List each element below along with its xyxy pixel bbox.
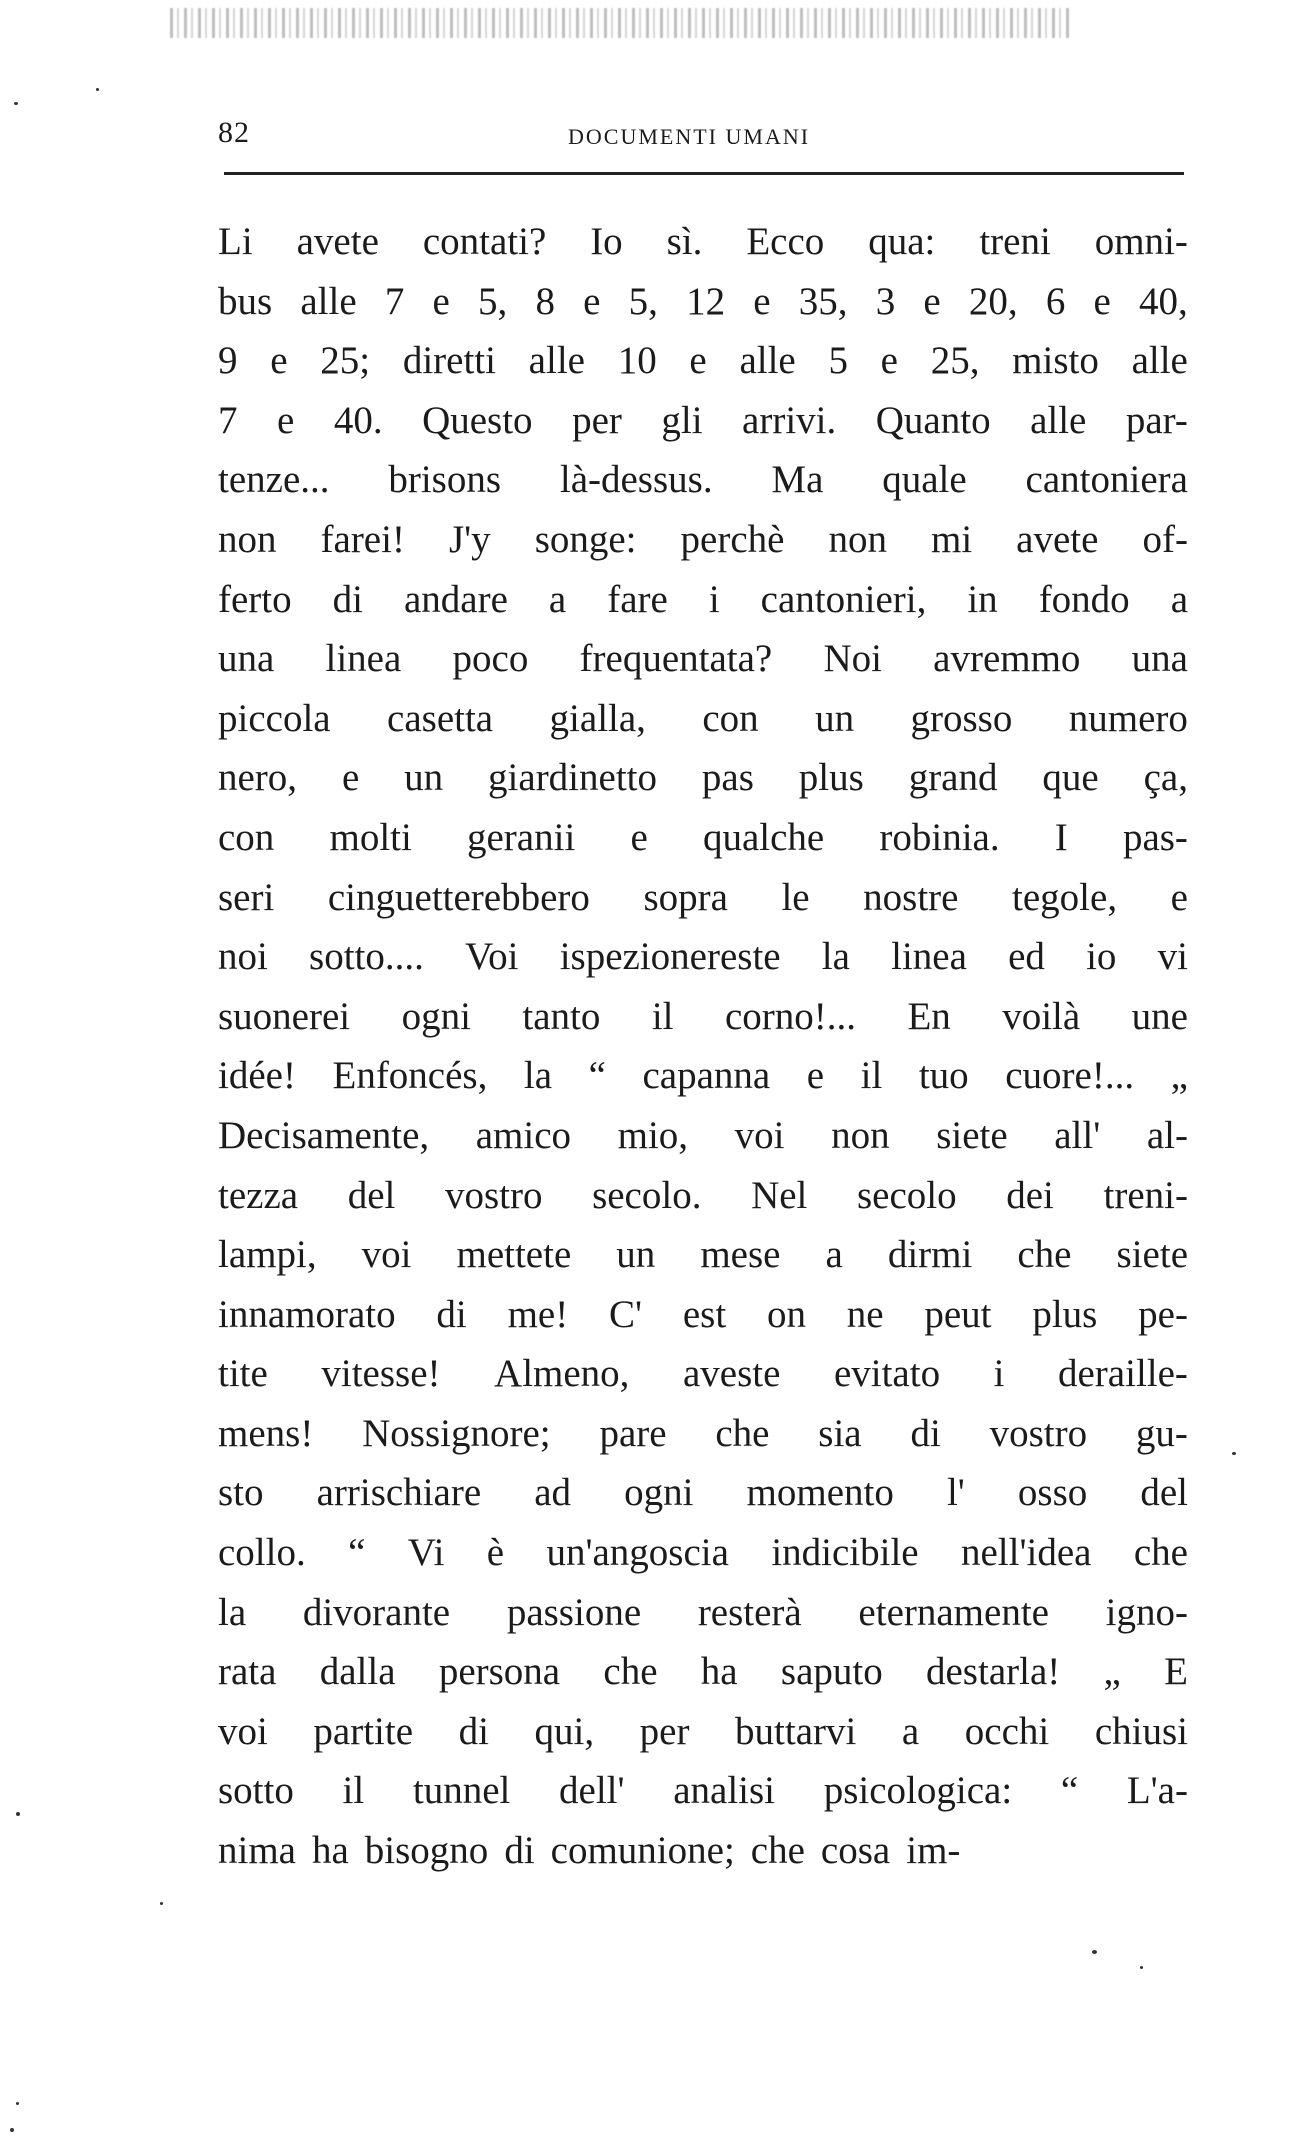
word: un'angoscia bbox=[546, 1531, 729, 1575]
word: me! bbox=[507, 1292, 569, 1336]
text-line bbox=[218, 1702, 1188, 1762]
word: che bbox=[1017, 1233, 1072, 1277]
word: “ bbox=[348, 1531, 366, 1575]
word: arrivi. bbox=[742, 398, 837, 442]
word: la bbox=[523, 1054, 553, 1098]
word: Voi bbox=[465, 935, 519, 979]
word: io bbox=[1086, 935, 1117, 979]
word: dei bbox=[1006, 1173, 1054, 1217]
word: ogni bbox=[624, 1471, 694, 1515]
word: voi bbox=[361, 1233, 412, 1277]
word: dell' bbox=[559, 1769, 625, 1813]
scan-speck bbox=[10, 2128, 14, 2132]
word: 40, bbox=[1139, 279, 1188, 323]
word: di bbox=[332, 577, 363, 621]
word: cantoniera bbox=[1025, 458, 1188, 502]
word: ogni bbox=[401, 994, 471, 1038]
word: C' bbox=[609, 1292, 643, 1336]
word: Almeno, bbox=[494, 1352, 630, 1396]
word: qua: bbox=[868, 220, 936, 263]
text-line bbox=[218, 1046, 1188, 1106]
word: omni- bbox=[1094, 220, 1188, 263]
word: la bbox=[218, 1590, 247, 1634]
word: una bbox=[218, 637, 275, 681]
scan-speck bbox=[1092, 1950, 1097, 1954]
scan-speck bbox=[1140, 1966, 1143, 1969]
word: tanto bbox=[522, 994, 601, 1038]
word: a bbox=[1170, 577, 1188, 621]
word: ha bbox=[700, 1650, 738, 1694]
word: 7 bbox=[384, 279, 405, 323]
word: que bbox=[1042, 756, 1099, 800]
word: vitesse! bbox=[321, 1352, 441, 1396]
page-header bbox=[218, 116, 1186, 166]
word: 25, bbox=[930, 339, 980, 383]
word: vi bbox=[1157, 935, 1188, 979]
word: a bbox=[825, 1233, 843, 1277]
word: par- bbox=[1125, 398, 1188, 442]
word: im- bbox=[906, 1829, 961, 1873]
word: bus bbox=[218, 279, 273, 323]
word: gialla, bbox=[549, 696, 646, 740]
text-line bbox=[218, 212, 1188, 272]
word: E bbox=[1164, 1650, 1188, 1694]
text-line bbox=[218, 1761, 1188, 1821]
word: di bbox=[504, 1829, 535, 1873]
word: brisons bbox=[388, 458, 502, 502]
word: plus bbox=[1032, 1292, 1098, 1336]
body-text bbox=[218, 212, 1188, 1881]
word: per bbox=[572, 398, 622, 442]
text-line bbox=[218, 331, 1188, 391]
text-line bbox=[218, 1583, 1188, 1643]
word: sì. bbox=[666, 220, 703, 263]
word: Questo bbox=[422, 398, 533, 442]
word: fondo bbox=[1038, 577, 1130, 621]
word: comunione; bbox=[550, 1829, 735, 1873]
text-line bbox=[218, 1642, 1188, 1702]
word: „ bbox=[1103, 1650, 1121, 1694]
scan-speck bbox=[160, 1902, 163, 1905]
word: fare bbox=[607, 577, 668, 621]
word: ha bbox=[311, 1829, 349, 1873]
word: igno- bbox=[1105, 1590, 1188, 1634]
word: in bbox=[967, 577, 998, 621]
word: evitato bbox=[833, 1352, 941, 1396]
text-line bbox=[218, 510, 1188, 570]
word: pe- bbox=[1138, 1292, 1188, 1336]
word: plus bbox=[798, 756, 864, 800]
word: rata bbox=[218, 1650, 277, 1694]
word: grand bbox=[908, 756, 998, 800]
word: 10 bbox=[617, 339, 657, 383]
word: tegole, bbox=[1012, 875, 1118, 919]
text-line bbox=[218, 689, 1188, 749]
word: Quanto bbox=[875, 398, 991, 442]
word: numero bbox=[1068, 696, 1188, 740]
word: quale bbox=[882, 458, 967, 502]
word: innamorato bbox=[218, 1292, 396, 1336]
word: mi bbox=[930, 517, 973, 561]
word: e bbox=[432, 279, 450, 323]
word: alle bbox=[528, 339, 585, 383]
word: sia bbox=[818, 1411, 862, 1455]
word: secolo. bbox=[592, 1173, 702, 1217]
word: e bbox=[880, 339, 898, 383]
word: farei! bbox=[320, 517, 405, 561]
word: Nossignore; bbox=[362, 1411, 551, 1455]
word: alle bbox=[300, 279, 357, 323]
word: avete bbox=[296, 220, 379, 263]
word: 12 bbox=[686, 279, 726, 323]
word: e bbox=[583, 279, 601, 323]
word: divorante bbox=[302, 1590, 451, 1634]
word: sotto.... bbox=[309, 935, 424, 979]
word: all' bbox=[1054, 1113, 1101, 1157]
word: tite bbox=[218, 1352, 268, 1396]
word: linea bbox=[325, 637, 402, 681]
word: 5 bbox=[828, 339, 848, 383]
word: a bbox=[901, 1709, 920, 1753]
text-line bbox=[218, 1463, 1188, 1523]
word: nell'idea bbox=[960, 1531, 1092, 1575]
word: tezza bbox=[218, 1173, 299, 1217]
page-number: 82 bbox=[218, 116, 250, 149]
word: L'a- bbox=[1126, 1769, 1188, 1813]
word: peut bbox=[924, 1292, 992, 1336]
word: misto bbox=[1012, 339, 1099, 383]
word: al- bbox=[1146, 1113, 1188, 1157]
word: lampi, bbox=[218, 1233, 317, 1277]
word: voi bbox=[218, 1709, 268, 1753]
word: Noi bbox=[823, 637, 882, 681]
word: Io bbox=[590, 220, 623, 263]
text-line bbox=[218, 987, 1188, 1047]
word: bisogno bbox=[364, 1829, 489, 1873]
word: une bbox=[1131, 994, 1188, 1038]
word: nero, bbox=[218, 756, 298, 800]
word: ed bbox=[1008, 935, 1045, 979]
word: pas bbox=[701, 756, 754, 800]
word: destarla! bbox=[926, 1650, 1061, 1694]
word: eternamente bbox=[858, 1590, 1049, 1634]
scan-speck bbox=[16, 2102, 19, 2105]
word: secolo bbox=[856, 1173, 957, 1217]
text-line bbox=[218, 1344, 1188, 1404]
word: sto bbox=[218, 1471, 264, 1515]
word: perchè bbox=[680, 517, 785, 561]
word: persona bbox=[438, 1650, 561, 1694]
text-line bbox=[218, 748, 1188, 808]
word: una bbox=[1131, 637, 1188, 681]
word: partite bbox=[313, 1709, 414, 1753]
word: con bbox=[218, 815, 275, 859]
word: cinguetterebbero bbox=[327, 875, 590, 919]
text-line bbox=[218, 1225, 1188, 1285]
word: En bbox=[907, 994, 951, 1038]
word: ad bbox=[534, 1471, 572, 1515]
word: treni bbox=[979, 220, 1051, 263]
word: siete bbox=[1116, 1233, 1188, 1277]
word: tenze... bbox=[218, 458, 330, 502]
word: 5, bbox=[478, 279, 508, 323]
word: nostre bbox=[863, 875, 959, 919]
text-line bbox=[218, 570, 1188, 630]
word: aveste bbox=[682, 1352, 781, 1396]
word: tunnel bbox=[412, 1769, 511, 1813]
word: sotto bbox=[218, 1769, 294, 1813]
word: J'y bbox=[448, 517, 491, 561]
word: non bbox=[831, 1113, 890, 1157]
word: ispezionereste bbox=[559, 935, 781, 979]
word: il bbox=[651, 994, 674, 1038]
word: robinia. bbox=[879, 815, 1000, 859]
word: deraille- bbox=[1058, 1352, 1188, 1396]
running-head: DOCUMENTI UMANI bbox=[568, 124, 811, 149]
word: momento bbox=[746, 1471, 894, 1515]
text-line bbox=[218, 1404, 1188, 1464]
word: che bbox=[715, 1411, 770, 1455]
word: e bbox=[689, 339, 707, 383]
word: a bbox=[548, 577, 567, 621]
scan-speck bbox=[96, 88, 99, 91]
word: e bbox=[1170, 875, 1188, 919]
word: alle bbox=[739, 339, 796, 383]
word: mese bbox=[700, 1233, 781, 1277]
word: cosa bbox=[820, 1829, 891, 1873]
word: 6 bbox=[1045, 279, 1066, 323]
word: sopra bbox=[643, 875, 728, 919]
word: frequentata? bbox=[579, 637, 773, 681]
word: per bbox=[639, 1709, 690, 1753]
word: songe: bbox=[534, 517, 637, 561]
word: e bbox=[753, 279, 771, 323]
word: vostro bbox=[444, 1173, 543, 1217]
word: e bbox=[806, 1054, 825, 1098]
word: e bbox=[277, 398, 295, 442]
word: i bbox=[708, 577, 720, 621]
word: pas- bbox=[1122, 815, 1188, 859]
word: mettete bbox=[456, 1233, 572, 1277]
word: cuore!... bbox=[1005, 1054, 1135, 1098]
word: 3 bbox=[875, 279, 896, 323]
word: di bbox=[436, 1292, 467, 1336]
word: là-dessus. bbox=[559, 458, 713, 502]
word: idée! bbox=[218, 1054, 296, 1098]
word: on bbox=[766, 1292, 806, 1336]
scan-speck bbox=[16, 1812, 20, 1816]
word: vostro bbox=[989, 1411, 1088, 1455]
word: osso bbox=[1017, 1471, 1088, 1515]
word: il bbox=[342, 1769, 365, 1813]
word: Decisamente, bbox=[218, 1113, 430, 1157]
word: casetta bbox=[387, 696, 494, 740]
scan-speck bbox=[14, 102, 18, 105]
word: capanna bbox=[642, 1054, 771, 1098]
word: indicibile bbox=[771, 1531, 919, 1575]
word: avete bbox=[1016, 517, 1099, 561]
word: Vi bbox=[407, 1531, 445, 1575]
word: analisi bbox=[673, 1769, 776, 1813]
word: i bbox=[993, 1352, 1005, 1396]
word: qui, bbox=[534, 1709, 595, 1753]
word: del bbox=[347, 1173, 396, 1217]
word: I bbox=[1054, 815, 1068, 859]
text-line bbox=[218, 1285, 1188, 1345]
text-line bbox=[218, 629, 1188, 689]
word: che bbox=[750, 1829, 805, 1873]
text-line bbox=[218, 808, 1188, 868]
word: voi bbox=[734, 1113, 785, 1157]
word: contati? bbox=[422, 220, 547, 263]
word: l' bbox=[946, 1471, 965, 1515]
word: ça, bbox=[1143, 756, 1188, 800]
word: andare bbox=[403, 577, 508, 621]
word: of- bbox=[1142, 517, 1188, 561]
word: ferto bbox=[218, 577, 292, 621]
word: un bbox=[404, 756, 444, 800]
word: buttarvi bbox=[735, 1709, 857, 1753]
word: e bbox=[270, 339, 288, 383]
word: è bbox=[486, 1531, 505, 1575]
word: dirmi bbox=[887, 1233, 973, 1277]
word: “ bbox=[588, 1054, 606, 1098]
word: Ma bbox=[771, 458, 824, 502]
header-rule bbox=[224, 172, 1184, 175]
word: geranii bbox=[467, 815, 576, 859]
word: Enfoncés, bbox=[332, 1054, 488, 1098]
text-line bbox=[218, 1821, 1188, 1881]
word: 20, bbox=[968, 279, 1018, 323]
word: alle bbox=[1030, 398, 1087, 442]
word: corno!... bbox=[724, 994, 856, 1038]
word: 8 bbox=[535, 279, 555, 323]
word: la bbox=[821, 935, 850, 979]
word: mio, bbox=[617, 1113, 689, 1157]
word: non bbox=[218, 517, 277, 561]
text-line bbox=[218, 927, 1188, 987]
word: mens! bbox=[218, 1411, 314, 1455]
word: chiusi bbox=[1094, 1709, 1188, 1753]
word: il bbox=[860, 1054, 883, 1098]
word: 5, bbox=[628, 279, 658, 323]
word: un bbox=[616, 1233, 656, 1277]
word: qualche bbox=[702, 815, 825, 859]
word: resterà bbox=[697, 1590, 802, 1634]
word: arrischiare bbox=[316, 1471, 482, 1515]
word: un bbox=[815, 696, 855, 740]
word: collo. bbox=[218, 1531, 306, 1575]
word: e bbox=[630, 815, 648, 859]
word: 40. bbox=[333, 398, 383, 442]
word: che bbox=[603, 1650, 658, 1694]
word: noi bbox=[218, 935, 268, 979]
word: molti bbox=[329, 815, 412, 859]
word: di bbox=[910, 1411, 941, 1455]
word: occhi bbox=[964, 1709, 1050, 1753]
word: 35, bbox=[798, 279, 848, 323]
word: linea bbox=[891, 935, 967, 979]
word: piccola bbox=[218, 696, 331, 740]
word: le bbox=[781, 875, 810, 919]
text-line bbox=[218, 450, 1188, 510]
word: non bbox=[828, 517, 887, 561]
word: e bbox=[923, 279, 941, 323]
word: “ bbox=[1060, 1769, 1079, 1813]
text-line bbox=[218, 1106, 1188, 1166]
word: gli bbox=[661, 398, 703, 442]
word: giardinetto bbox=[488, 756, 657, 800]
word: cantonieri, bbox=[760, 577, 927, 621]
word: diretti bbox=[402, 339, 496, 383]
word: 25; bbox=[320, 339, 371, 383]
word: grosso bbox=[910, 696, 1013, 740]
word: „ bbox=[1170, 1054, 1188, 1098]
word: suonerei bbox=[218, 994, 351, 1038]
word: psicologica: bbox=[823, 1769, 1013, 1813]
word: est bbox=[682, 1292, 727, 1336]
scan-speck bbox=[1232, 1452, 1236, 1455]
word: pare bbox=[599, 1411, 667, 1455]
word: saputo bbox=[780, 1650, 883, 1694]
word: seri bbox=[218, 875, 275, 919]
word: tuo bbox=[918, 1054, 969, 1098]
word: di bbox=[458, 1709, 489, 1753]
word: nima bbox=[218, 1829, 296, 1873]
scan-bleed-through bbox=[170, 8, 1070, 38]
word: Li bbox=[218, 220, 253, 263]
text-line bbox=[218, 1166, 1188, 1226]
text-line bbox=[218, 868, 1188, 928]
word: gu- bbox=[1135, 1411, 1188, 1455]
word: amico bbox=[475, 1113, 572, 1157]
text-line bbox=[218, 1523, 1188, 1583]
word: e bbox=[1093, 279, 1111, 323]
text-line bbox=[218, 391, 1188, 451]
word: del bbox=[1140, 1471, 1188, 1515]
word: passione bbox=[506, 1590, 642, 1634]
word: voilà bbox=[1002, 994, 1081, 1038]
word: alle bbox=[1131, 339, 1188, 383]
word: che bbox=[1133, 1531, 1188, 1575]
word: poco bbox=[452, 637, 529, 681]
word: Ecco bbox=[746, 220, 825, 263]
word: siete bbox=[936, 1113, 1008, 1157]
word: con bbox=[702, 696, 759, 740]
word: dalla bbox=[319, 1650, 396, 1694]
text-line bbox=[218, 272, 1188, 332]
word: ne bbox=[846, 1292, 884, 1336]
word: 9 bbox=[218, 339, 238, 383]
word: 7 bbox=[218, 398, 238, 442]
word: treni- bbox=[1103, 1173, 1188, 1217]
word: e bbox=[341, 756, 360, 800]
word: Nel bbox=[751, 1173, 808, 1217]
word: avremmo bbox=[933, 637, 1081, 681]
